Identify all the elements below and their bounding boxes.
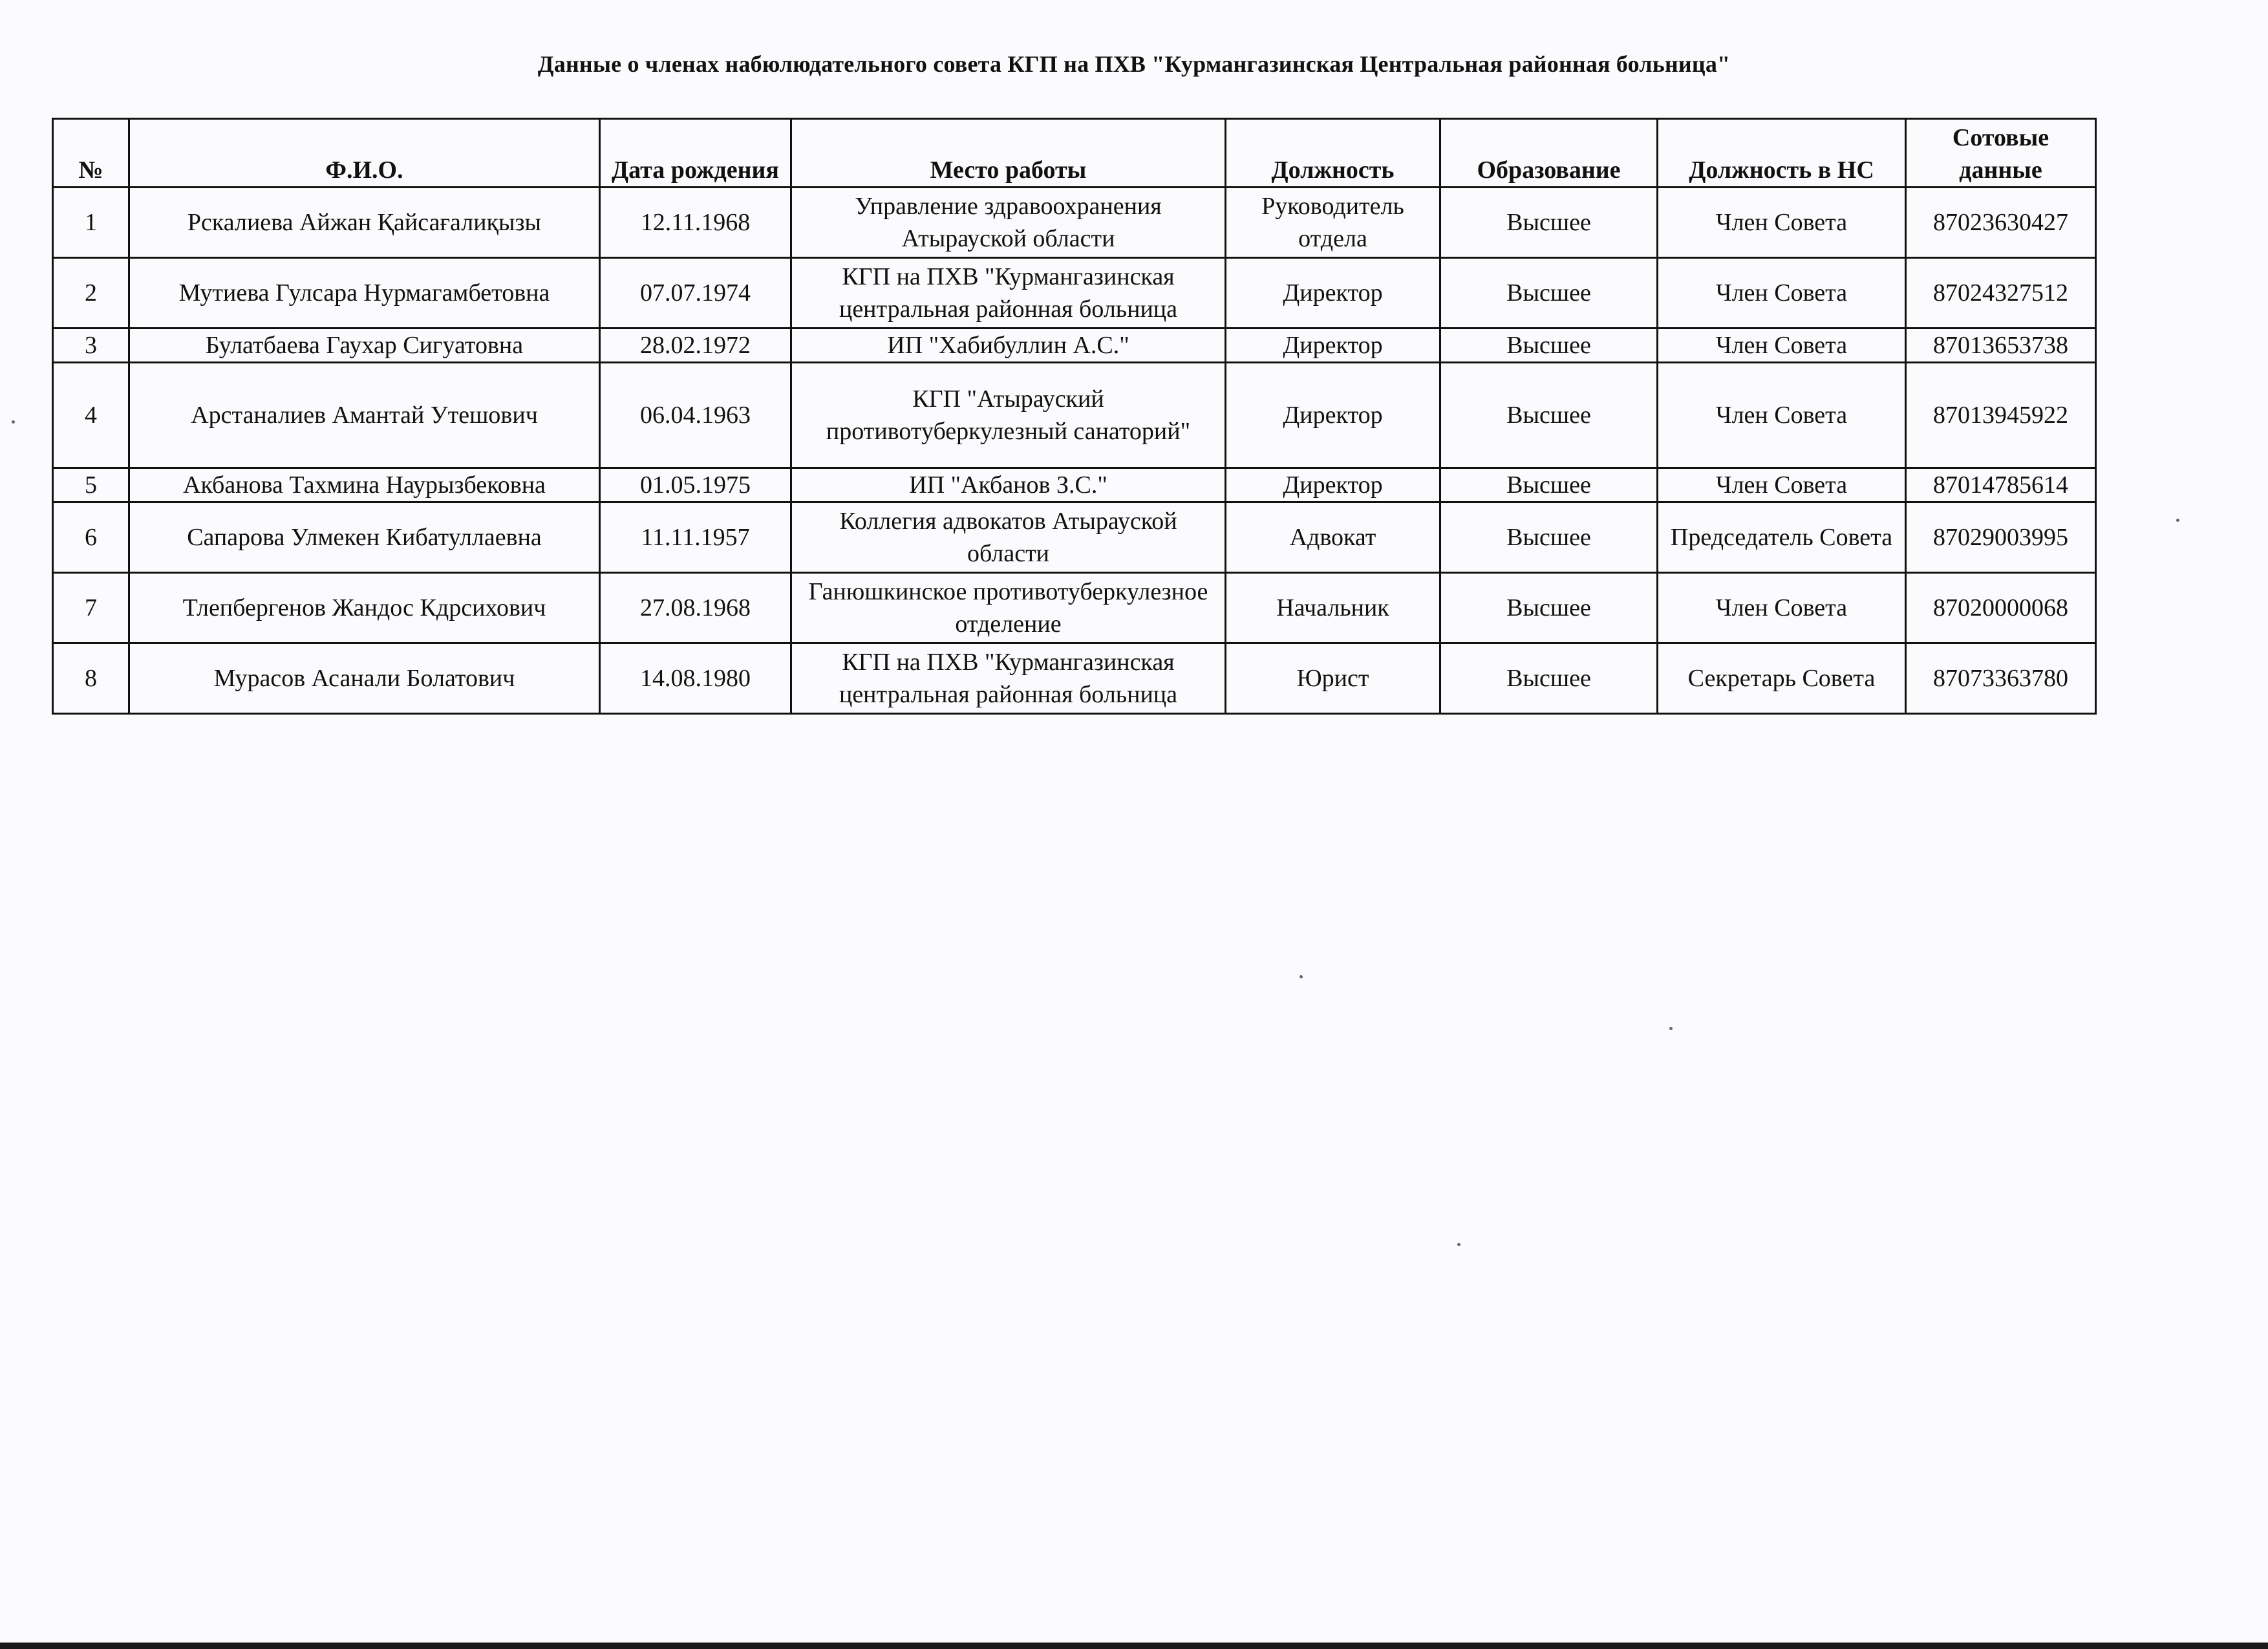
row-birth-date: 28.02.1972 [600, 329, 791, 363]
row-education: Высшее [1440, 502, 1658, 573]
row-birth-date: 01.05.1975 [600, 468, 791, 502]
scan-speck [12, 420, 15, 424]
row-num: 6 [53, 502, 129, 573]
row-council-position: Член Совета [1658, 329, 1906, 363]
row-fio: Акбанова Тахмина Наурызбековна [129, 468, 600, 502]
scan-speck [1300, 975, 1303, 978]
table-row [53, 468, 2096, 502]
row-num: 1 [53, 188, 129, 258]
row-education: Высшее [1440, 363, 1658, 468]
header-fio: Ф.И.О. [129, 119, 600, 188]
table-row [53, 258, 2096, 329]
table-header-row [53, 119, 2096, 188]
row-birth-date: 11.11.1957 [600, 502, 791, 573]
row-position: Директор [1226, 468, 1440, 502]
row-council-position: Член Совета [1658, 363, 1906, 468]
scan-speck [1457, 1243, 1460, 1246]
row-education: Высшее [1440, 643, 1658, 714]
table-row [53, 643, 2096, 714]
table-row [53, 363, 2096, 468]
row-num: 8 [53, 643, 129, 714]
row-education: Высшее [1440, 329, 1658, 363]
members-table [52, 118, 2097, 715]
row-workplace: ИП "Акбанов З.С." [791, 468, 1226, 502]
row-fio: Тлепбергенов Жандос Кдрсихович [129, 573, 600, 643]
row-birth-date: 06.04.1963 [600, 363, 791, 468]
row-position: Юрист [1226, 643, 1440, 714]
page-title: Данные о членах набюлюдательного совета КГП на ПХВ "Курмангазинская Центральная районная больница" [537, 51, 1731, 77]
row-education: Высшее [1440, 188, 1658, 258]
row-position: Адвокат [1226, 502, 1440, 573]
row-education: Высшее [1440, 468, 1658, 502]
row-workplace: Управление здравоохранения Атырауской области [791, 188, 1226, 258]
header-education: Образование [1440, 119, 1658, 188]
row-num: 3 [53, 329, 129, 363]
row-num: 4 [53, 363, 129, 468]
row-council-position: Член Совета [1658, 258, 1906, 329]
row-position: Директор [1226, 258, 1440, 329]
row-council-position: Член Совета [1658, 468, 1906, 502]
row-birth-date: 07.07.1974 [600, 258, 791, 329]
row-fio: Булатбаева Гаухар Сигуатовна [129, 329, 600, 363]
row-workplace: КГП на ПХВ "Курмангазинская центральная районная больница [791, 258, 1226, 329]
row-phone: 87013945922 [1906, 363, 2096, 468]
row-fio: Мутиева Гулсара Нурмагамбетовна [129, 258, 600, 329]
row-workplace: Коллегия адвокатов Атырауской области [791, 502, 1226, 573]
row-workplace: ИП "Хабибуллин А.С." [791, 329, 1226, 363]
row-position: Директор [1226, 363, 1440, 468]
row-fio: Мурасов Асанали Болатович [129, 643, 600, 714]
row-position: Руководитель отдела [1226, 188, 1440, 258]
row-position: Директор [1226, 329, 1440, 363]
row-phone: 87073363780 [1906, 643, 2096, 714]
header-phone: Сотовые данные [1906, 119, 2096, 188]
header-position: Должность [1226, 119, 1440, 188]
row-education: Высшее [1440, 573, 1658, 643]
row-council-position: Член Совета [1658, 188, 1906, 258]
row-workplace: Ганюшкинское противотуберкулезное отделение [791, 573, 1226, 643]
table-row [53, 188, 2096, 258]
row-fio: Арстаналиев Амантай Утешович [129, 363, 600, 468]
row-phone: 87014785614 [1906, 468, 2096, 502]
row-fio: Рскалиева Айжан Қайсағалиқызы [129, 188, 600, 258]
row-phone: 87024327512 [1906, 258, 2096, 329]
row-council-position: Секретарь Совета [1658, 643, 1906, 714]
row-council-position: Председатель Совета [1658, 502, 1906, 573]
table-row [53, 573, 2096, 643]
row-council-position: Член Совета [1658, 573, 1906, 643]
row-fio: Сапарова Улмекен Кибатуллаевна [129, 502, 600, 573]
table-row [53, 502, 2096, 573]
row-num: 7 [53, 573, 129, 643]
row-num: 5 [53, 468, 129, 502]
table-row [53, 329, 2096, 363]
scan-speck [2176, 519, 2179, 522]
row-workplace: КГП "Атырауский противотуберкулезный санаторий" [791, 363, 1226, 468]
scan-bottom-edge [0, 1643, 2268, 1649]
row-education: Высшее [1440, 258, 1658, 329]
row-birth-date: 12.11.1968 [600, 188, 791, 258]
row-num: 2 [53, 258, 129, 329]
header-workplace: Место работы [791, 119, 1226, 188]
row-birth-date: 14.08.1980 [600, 643, 791, 714]
header-num: № [53, 119, 129, 188]
scan-speck [1669, 1027, 1673, 1030]
row-phone: 87029003995 [1906, 502, 2096, 573]
row-birth-date: 27.08.1968 [600, 573, 791, 643]
row-position: Начальник [1226, 573, 1440, 643]
header-council-position: Должность в НС [1658, 119, 1906, 188]
row-phone: 87020000068 [1906, 573, 2096, 643]
row-phone: 87023630427 [1906, 188, 2096, 258]
row-phone: 87013653738 [1906, 329, 2096, 363]
header-birth-date: Дата рождения [600, 119, 791, 188]
row-workplace: КГП на ПХВ "Курмангазинская центральная районная больница [791, 643, 1226, 714]
